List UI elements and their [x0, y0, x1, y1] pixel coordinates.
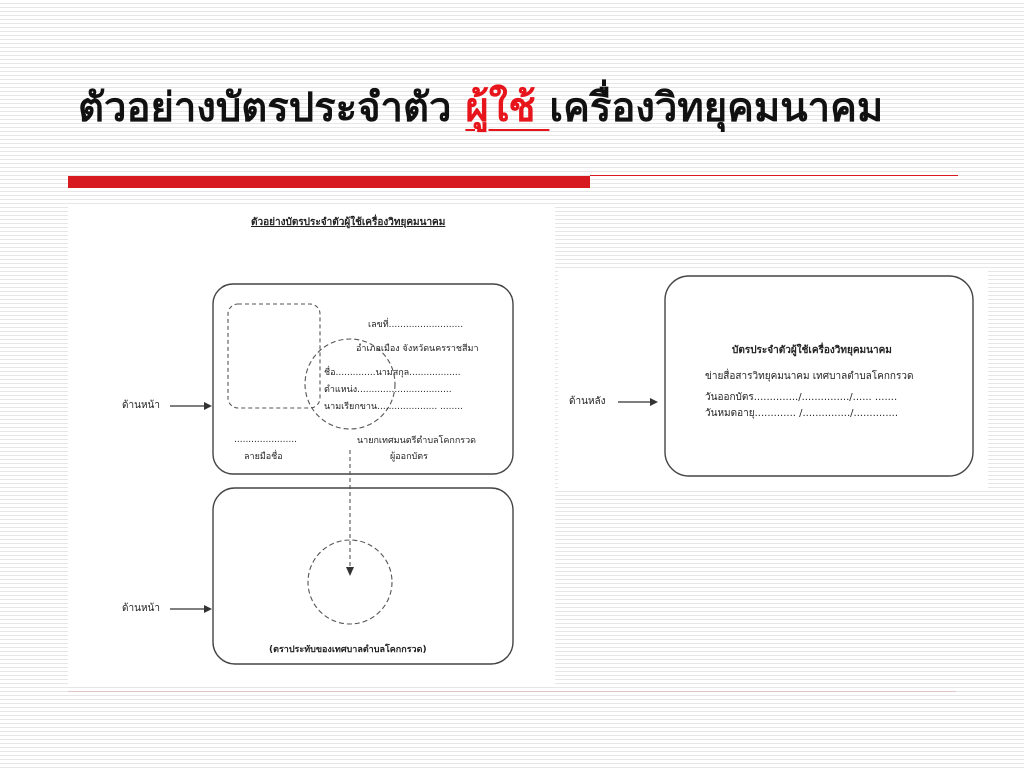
back-arrowhead	[650, 398, 658, 406]
slide-title: ตัวอย่างบัตรประจำตัว ผู้ใช้ เครื่องวิทยุคมนาคม	[78, 84, 884, 131]
title-highlight: ผู้ใช้	[465, 84, 550, 131]
front-side-label-2: ด้านหน้า	[122, 603, 160, 614]
front-side-label-1: ด้านหน้า	[122, 400, 160, 411]
front-diagram-drawing	[68, 206, 555, 686]
back-side-label: ด้านหลัง	[569, 396, 606, 407]
district-text: อำเภอเมือง จังหวัดนครราชสีมา	[356, 344, 479, 354]
bottom-divider	[68, 691, 956, 692]
network-text: ข่ายสื่อสารวิทยุคมนาคม เทศบาลตำบลโคกกรวด	[705, 371, 914, 382]
issue-date-field: วันออกบัตร............../.............../...... .......	[705, 392, 898, 403]
signature-label: ลายมือชื่อ	[244, 452, 283, 462]
position-field: ตำแหน่ง.................................	[324, 385, 452, 395]
stamp-label: (ตราประทับของเทศบาลตำบลโคกกรวด)	[269, 645, 427, 655]
front-side-diagram	[68, 206, 555, 686]
stamp-card-outline	[213, 488, 513, 664]
card-number-field: เลขที่..........................	[368, 320, 464, 330]
front-arrowhead-1	[204, 402, 212, 410]
title-underline-bar	[68, 176, 590, 188]
stamp-circle-bottom	[308, 540, 392, 624]
front-arrowhead-2	[204, 605, 212, 613]
name-field: ชื่อ..............นามสกุล..................	[324, 368, 461, 378]
title-underline-thin	[590, 175, 958, 176]
connector-arrowhead	[346, 567, 354, 576]
signature-dots: ......................	[234, 435, 297, 445]
expiry-date-field: วันหมดอายุ............. /.............../..............	[705, 408, 899, 419]
issuer-title: นายกเทศมนตรีตำบลโคกกรวด	[357, 436, 477, 446]
callsign-field: นามเรียกขาน..................... ........	[324, 402, 463, 412]
issuer-label: ผู้ออกบัตร	[390, 452, 428, 462]
front-diagram-heading: ตัวอย่างบัตรประจำตัวผู้ใช้เครื่องวิทยุคมนาคม	[251, 217, 446, 228]
back-card-title: บัตรประจำตัวผู้ใช้เครื่องวิทยุคมนาคม	[732, 345, 892, 356]
back-side-diagram	[558, 270, 988, 490]
